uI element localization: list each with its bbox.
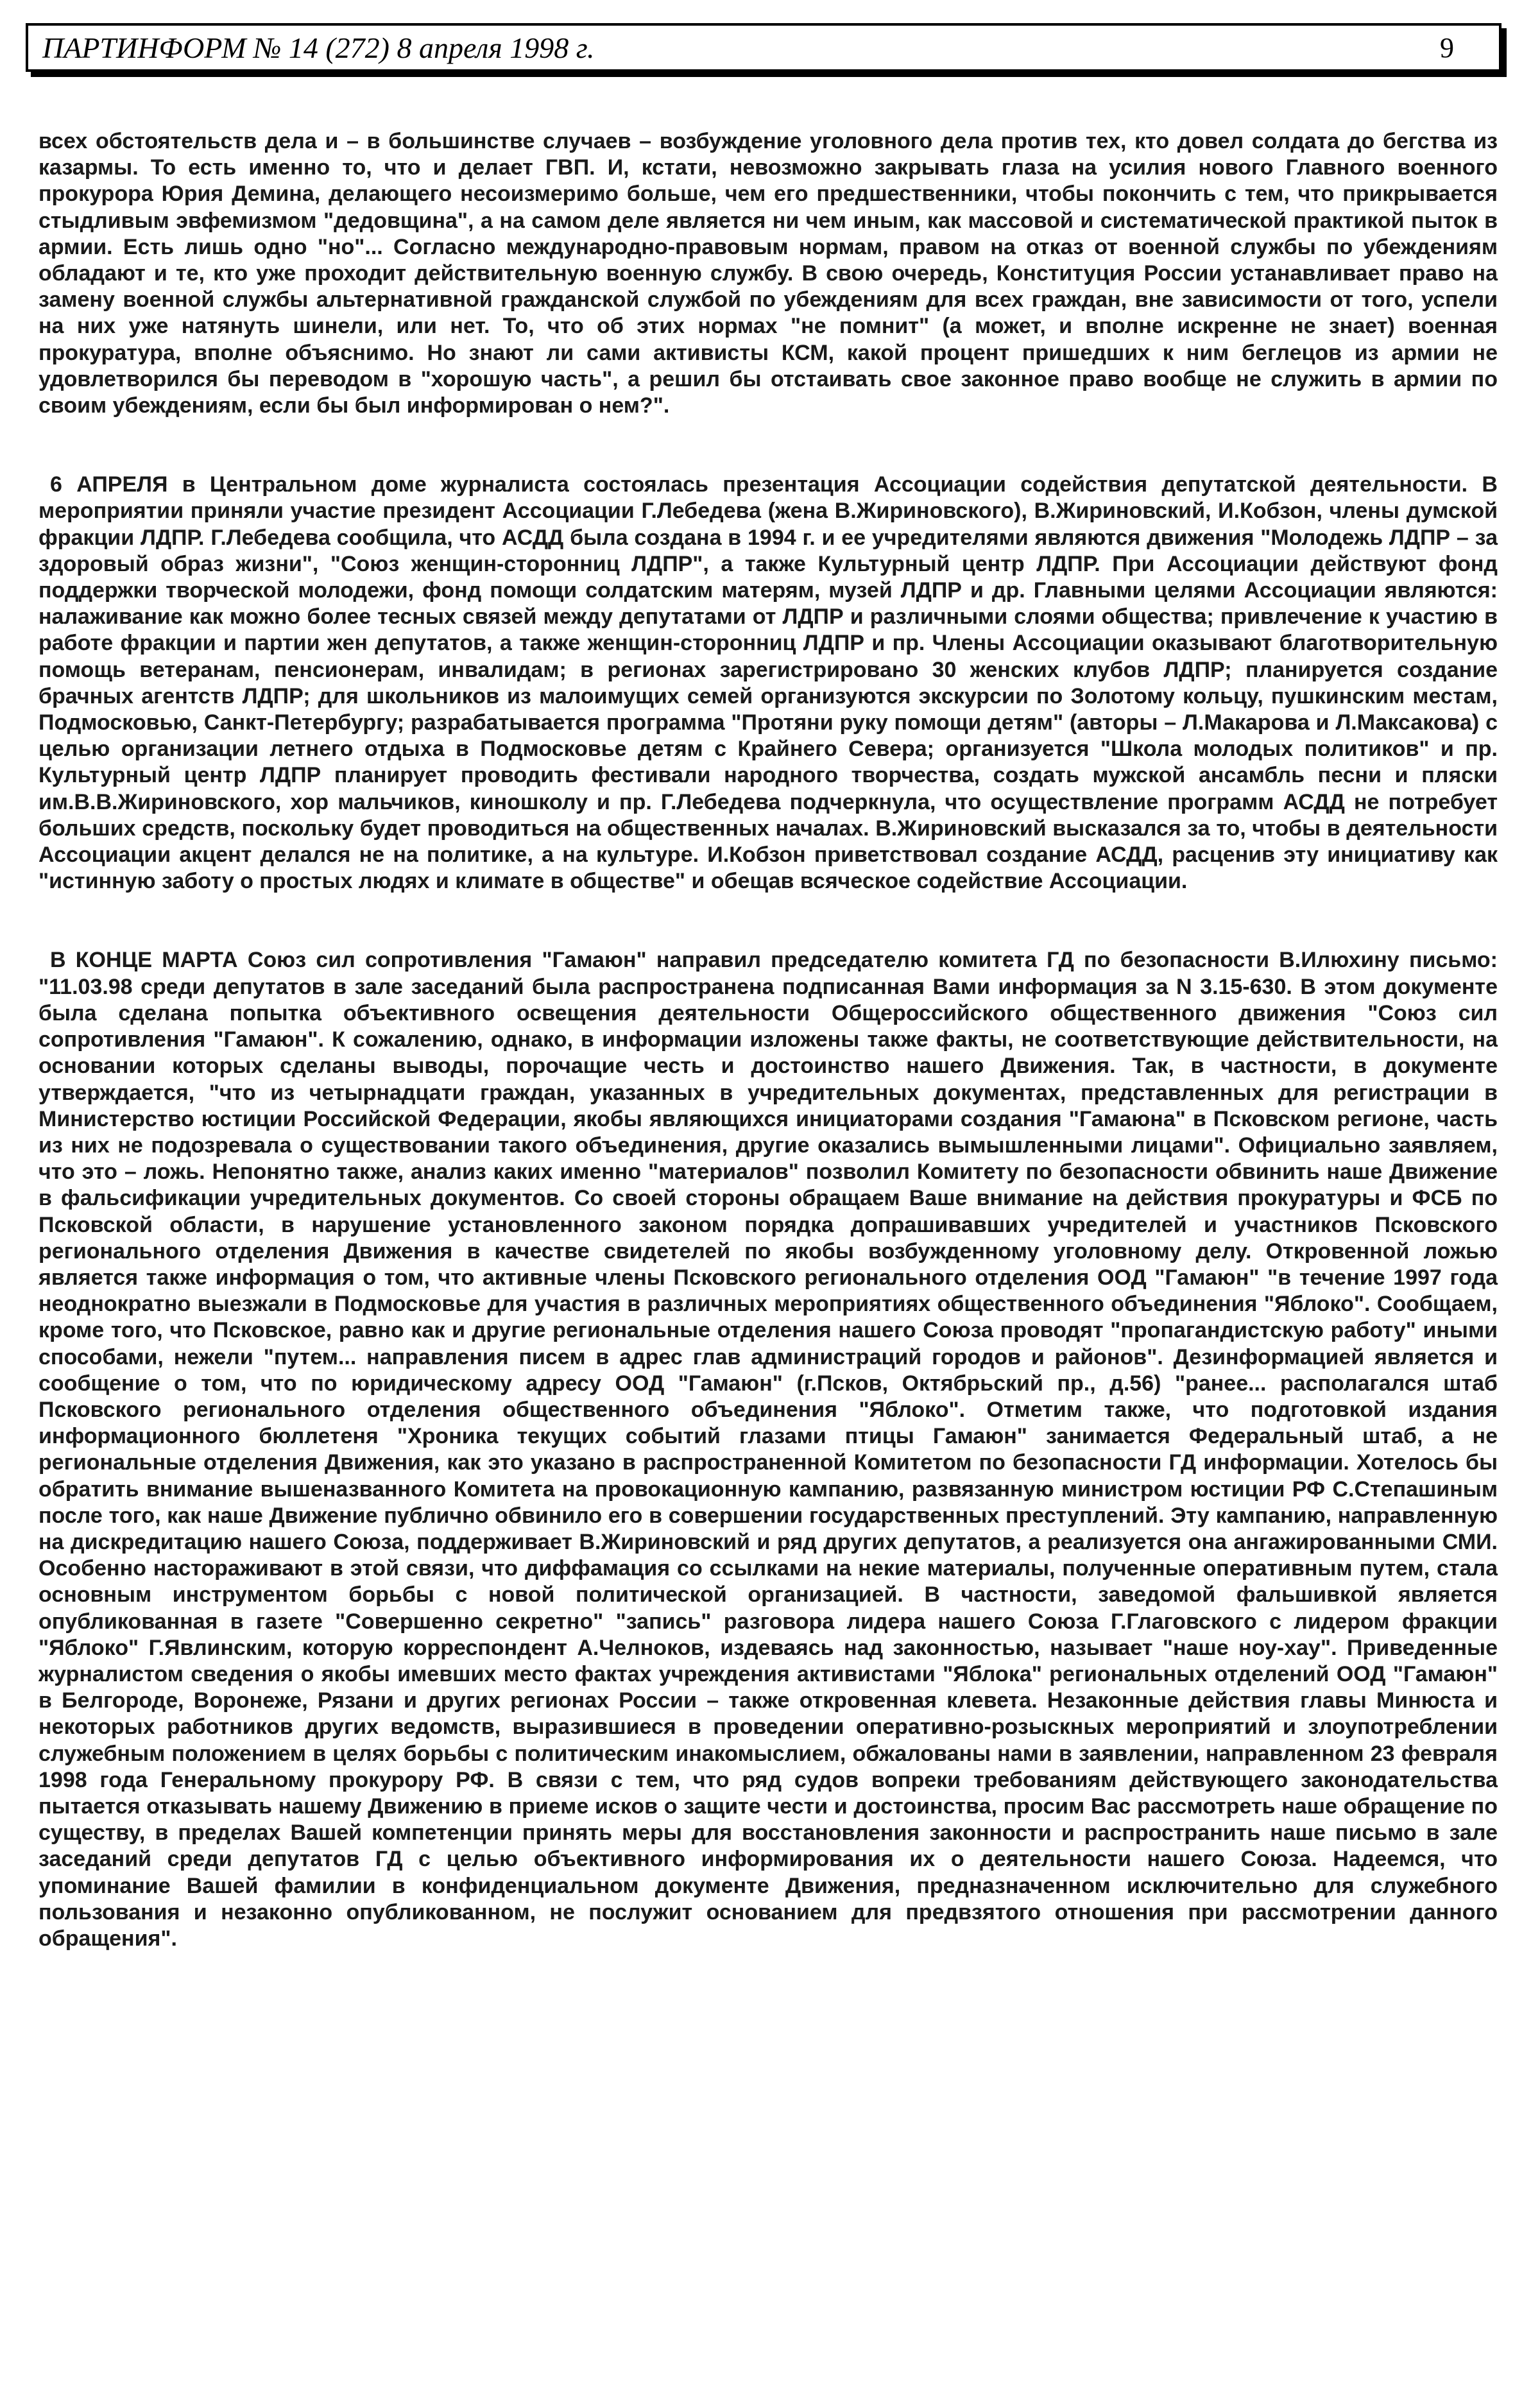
page-number: 9 (1440, 32, 1454, 64)
paragraph-ldpr-association: 6 АПРЕЛЯ в Центральном доме журналиста состоялась презентация Ассоциации содействия депутатской деятельности. В мероприятии приняли участие президент Ассоциации Г.Лебедева (жена В.Жириновского), В.Жириновский, И.Кобзон, члены думской фракции ЛДПР. Г.Лебедева сообщила, что АСДД была создана в 1994 г. и ее учредителями являются движения "Молодежь ЛДПР – за здоровый образ жизни", "Союз женщин-сторонниц ЛДПР", а также Культурный центр ЛДПР. При Ассоциации действуют фонд поддержки творческой молодежи, фонд помощи солдатским матерям, музей ЛДПР и др. Главными целями Ассоциации являются: налаживание как можно более тесных связей между депутатами от ЛДПР и различными слоями общества; привлечение к участию в работе фракции и партии жен депутатов, а также женщин-сторонниц ЛДПР и пр. Члены Ассоциации оказывают благотворительную помощь ветеранам, пенсионерам, инвалидам; в регионах зарегистрировано 30 женских клубов ЛДПР; планируется создание брачных агентств ЛДПР; для школьников из малоимущих семей организуются экскурсии по Золотому кольцу, пушкинским местам, Подмосковью, Санкт-Петербургу; разрабатывается программа "Протяни руку помощи детям" (авторы – Л.Макарова и Л.Максакова) с целью организации летнего отдыха в Подмосковье детям с Крайнего Севера; организуется "Школа молодых политиков" и пр. Культурный центр ЛДПР планирует проводить фестивали народного творчества, создать мужской ансамбль песни и пляски им.В.В.Жириновского, хор мальчиков, киношколу и пр. Г.Лебедева подчеркнула, что осуществление программ АСДД не потребует больших средств, поскольку будет проводиться на общественных началах. В.Жириновский высказался за то, чтобы в деятельности Ассоциации акцент делался не на политике, а на культуре. И.Кобзон приветствовал создание АСДД, расценив эту инициативу как "истинную заботу о простых людях и климате в обществе" и обещав всяческое содействие Ассоциации. (38, 472, 1498, 894)
article-body (38, 128, 1498, 2005)
publication-title: ПАРТИНФОРМ № 14 (272) 8 апреля 1998 г. (42, 31, 595, 64)
paragraph-continuation: всех обстоятельств дела и – в большинстве случаев – возбуждение уголовного дела против тех, кто довел солдата до бегства из казармы. То есть именно то, что и делает ГВП. И, кстати, невозможно закрывать глаза на усилия нового Главного военного прокурора Юрия Демина, делающего несоизмеримо больше, чем его предшественники, чтобы покончить с тем, что прикрывается стыдливым эвфемизмом "дедовщина", а на самом деле является ни чем иным, как массовой и систематической практикой пыток в армии. Есть лишь одно "но"... Согласно международно-правовым нормам, правом на отказ от военной службы по убеждениям обладают и те, кто уже проходит действительную военную службу. В свою очередь, Конституция России устанавливает право на замену военной службы альтернативной гражданской службой по убеждениям для всех граждан, вне зависимости от того, успели на них уже натянуть шинели, или нет. То, что об этих нормах "не помнит" (а может, и вполне искренне не знает) военная прокуратура, вполне объяснимо. Но знают ли сами активисты КСМ, какой процент пришедших к ним беглецов из армии не удовлетворился бы переводом в "хорошую часть", а решил бы отстаивать свое законное право вообще не служить в армии по своим убеждениям, если бы был информирован о нем?". (38, 129, 1498, 418)
paragraph-gamayun-letter: В КОНЦЕ МАРТА Союз сил сопротивления "Гамаюн" направил председателю комитета ГД по безопасности В.Илюхину письмо: "11.03.98 среди депутатов в зале заседаний была распространена подписанная Вами информация за N 3.15-630. В этом документе была сделана попытка объективного освещения деятельности Общероссийского общественного движения "Союз сил сопротивления "Гамаюн". К сожалению, однако, в информации изложены также факты, не соответствующие действительности, на основании которых сделаны выводы, порочащие честь и достоинство нашего Движения. Так, в частности, в документе утверждается, "что из четырнадцати граждан, указанных в учредительных документах, представленных для регистрации в Министерство юстиции Российской Федерации, якобы являющихся инициаторами создания "Гамаюна" в Псковском регионе, часть из них не подозревала о существовании такого объединения, другие оказались вымышленными лицами". Официально заявляем, что это – ложь. Непонятно также, анализ каких именно "материалов" позволил Комитету по безопасности обвинить наше Движение в фальсификации учредительных документов. Со своей стороны обращаем Ваше внимание на действия прокуратуры и ФСБ по Псковской области, в нарушение установленного законом порядка допрашивавших учредителей и участников Псковского регионального отделения Движения в качестве свидетелей по якобы возбужденному уголовному делу. Откровенной ложью является также информация о том, что активные члены Псковского регионального отделения ООД "Гамаюн" "в течение 1997 года неоднократно выезжали в Подмосковье для участия в различных мероприятиях общественного объединения "Яблоко". Сообщаем, кроме того, что Псковское, равно как и другие региональные отделения нашего Союза проводят "пропагандистскую работу" иными способами, нежели "путем... направления писем в адрес глав администраций городов и районов". Дезинформацией является и сообщение о том, что по юридическому адресу ООД "Гамаюн" (г.Псков, Октябрьский пр., д.56) "ранее... располагался штаб Псковского регионального отделения общественного объединения "Яблоко". Отметим также, что подготовкой издания информационного бюллетеня "Хроника текущих событий глазами птицы Гамаюн" занимается Федеральный штаб, а не региональные отделения Движения, как это указано в распространенной Комитетом по безопасности ГД информации. Хотелось бы обратить внимание вышеназванного Комитета на провокационную кампанию, развязанную министром юстиции РФ С.Степашиным после того, как наше Движение публично обвинило его в совершении государственных преступлений. Эту кампанию, направленную на дискредитацию нашего Союза, поддерживает В.Жириновский и ряд других депутатов, а реализуется она ангажированными СМИ. Особенно настораживают в этой связи, что диффамация со ссылками на некие материалы, полученные оперативным путем, стала основным инструментом борьбы с новой политической организацией. В частности, заведомой фальшивкой является опубликованная в газете "Совершенно секретно" "запись" разговора лидера нашего Союза Г.Глаговского с лидером фракции "Яблоко" Г.Явлинским, которую корреспондент А.Челноков, издеваясь над законностью, называет "наше ноу-хау". Приведенные журналистом сведения о якобы имевших место фактах учреждения активистами "Яблока" региональных отделений ООД "Гамаюн" в Белгороде, Воронеже, Рязани и других регионах России – также откровенная клевета. Незаконные действия главы Минюста и некоторых работников других ведомств, выразившиеся в проведении оперативно-розыскных мероприятий и злоупотреблении служебным положением в целях борьбы с политическим инакомыслием, обжалованы нами в заявлении, направленном 23 февраля 1998 года Генеральному прокурору РФ. В связи с тем, что ряд судов вопреки требованиям действующего законодательства пытается отказывать нашему Движению в приеме исков о защите чести и достоинства, просим Вас рассмотреть наше обращение по существу, в пределах Вашей компетенции принять меры для восстановления законности и распространить наше письмо в зале заседаний среди депутатов ГД с целью объективного информирования их о деятельности нашего Союза. Надеемся, что упоминание Вашей фамилии в конфиденциальном документе Движения, предназначенном исключительно для служебного пользования и незаконно опубликованном, не послужит основанием для предвзятого отношения при рассмотрении данного обращения". (38, 948, 1498, 1951)
page-header (26, 23, 1502, 72)
